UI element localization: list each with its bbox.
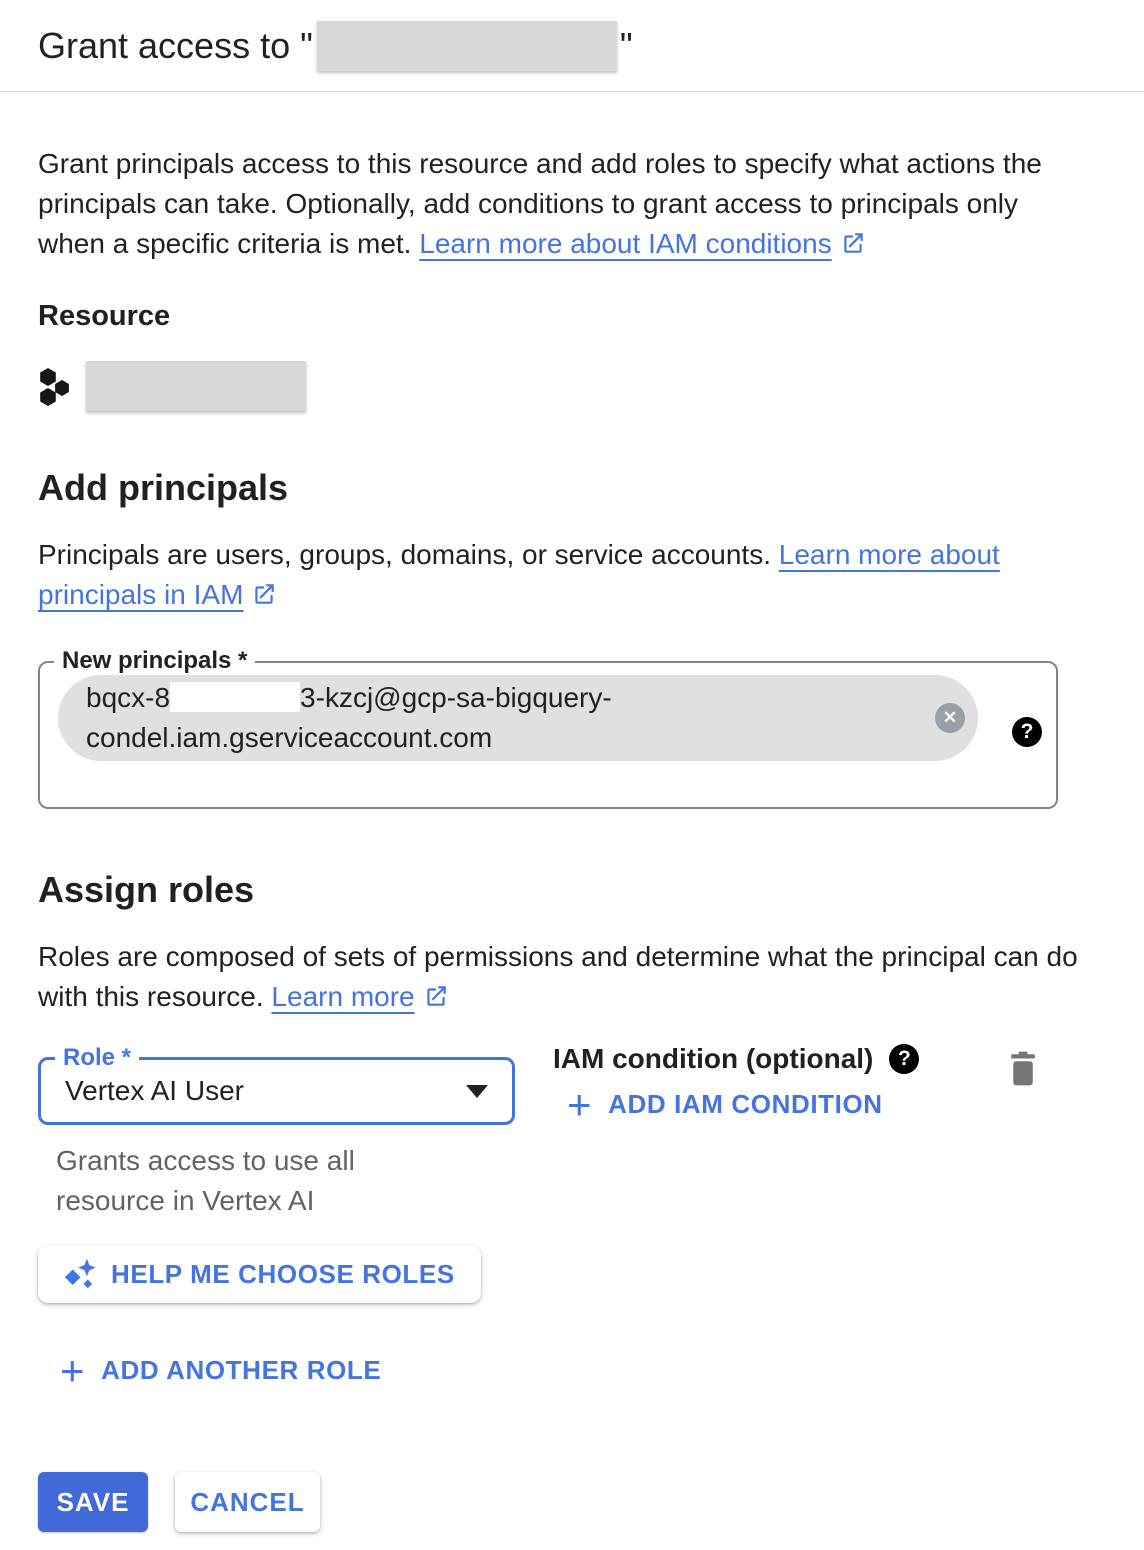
external-link-icon: [251, 581, 277, 607]
dialog-actions: [38, 1472, 1106, 1532]
plus-icon: +: [567, 1080, 593, 1128]
learn-more-iam-conditions-link[interactable]: Learn more about IAM conditions: [419, 228, 832, 259]
external-link-icon: [840, 230, 866, 256]
dialog-header: [0, 0, 1144, 92]
new-principals-field[interactable]: [38, 647, 1058, 809]
redacted-resource-name: [317, 21, 617, 71]
learn-more-roles-link[interactable]: Learn more: [271, 981, 415, 1012]
dialog-title-closing-quote: ": [619, 24, 633, 66]
role-description: Grants access to use all resource in Vertex AI: [56, 1145, 355, 1216]
principal-chip-text: 3-kzcj@gcp-sa-bigquery-: [300, 682, 612, 713]
gemini-sparkle-icon: [64, 1258, 97, 1291]
dialog-body: [0, 144, 1144, 1532]
role-select-label: Role *: [55, 1044, 139, 1072]
dropdown-caret-icon: [466, 1085, 488, 1098]
role-column: [38, 1041, 553, 1221]
principal-chip-line1: [86, 678, 914, 718]
new-principals-label: New principals *: [54, 647, 255, 675]
principal-chip-text: bqcx-8: [86, 682, 171, 713]
role-select-value: Vertex AI User: [65, 1075, 244, 1106]
add-another-role-label: ADD ANOTHER ROLE: [101, 1355, 382, 1385]
help-me-choose-roles-button[interactable]: [38, 1245, 481, 1303]
add-iam-condition-label: ADD IAM CONDITION: [608, 1089, 883, 1119]
principal-chip-line2: condel.iam.gserviceaccount.com: [86, 722, 493, 753]
cancel-button[interactable]: CANCEL: [175, 1472, 320, 1532]
intro-text: Grant principals access to this resource and add roles to specify what actions the principals can take. Optionally, add conditions to grant access to principals only when a specific criteria is met.: [38, 148, 1042, 259]
dialog-title: [38, 21, 633, 71]
principal-chip: [58, 675, 978, 761]
role-row: [38, 1041, 1106, 1221]
plus-icon: +: [60, 1346, 86, 1394]
iam-condition-label: IAM condition (optional): [553, 1043, 874, 1074]
help-me-choose-roles-label: HELP ME CHOOSE ROLES: [111, 1258, 455, 1289]
dialog-title-text: Grant access to ": [38, 24, 313, 66]
add-iam-condition-button[interactable]: [567, 1080, 883, 1128]
assign-roles-heading: Assign roles: [38, 869, 255, 910]
redacted-chip-text: [170, 682, 300, 712]
remove-principal-button[interactable]: [935, 703, 965, 733]
iam-condition-help-icon[interactable]: ?: [889, 1044, 919, 1074]
add-another-role-button[interactable]: [60, 1346, 1106, 1394]
save-button[interactable]: SAVE: [38, 1472, 148, 1532]
learn-more-principals-link[interactable]: Learn more about principals in IAM: [38, 539, 1000, 610]
add-principals-heading: Add principals: [38, 467, 289, 508]
roles-text: Roles are composed of sets of permissions and determine what the principal can do with this resource.: [38, 941, 1078, 1012]
close-icon: ✕: [942, 708, 958, 727]
roles-paragraph: [38, 937, 1088, 1017]
resource-label: Resource: [38, 300, 171, 332]
external-link-icon: [423, 983, 449, 1009]
resource-row: [38, 361, 1106, 411]
role-select[interactable]: [38, 1044, 515, 1125]
delete-role-button[interactable]: [1008, 1051, 1038, 1086]
principals-paragraph: [38, 535, 1088, 615]
intro-paragraph: [38, 144, 1088, 264]
resource-hexagons-icon: [38, 364, 72, 408]
iam-condition-label-row: [553, 1043, 919, 1075]
redacted-resource-value: [86, 361, 306, 411]
iam-condition-column: [553, 1041, 919, 1221]
principals-text: Principals are users, groups, domains, or service accounts.: [38, 539, 771, 570]
principals-help-icon[interactable]: ?: [1012, 717, 1042, 747]
